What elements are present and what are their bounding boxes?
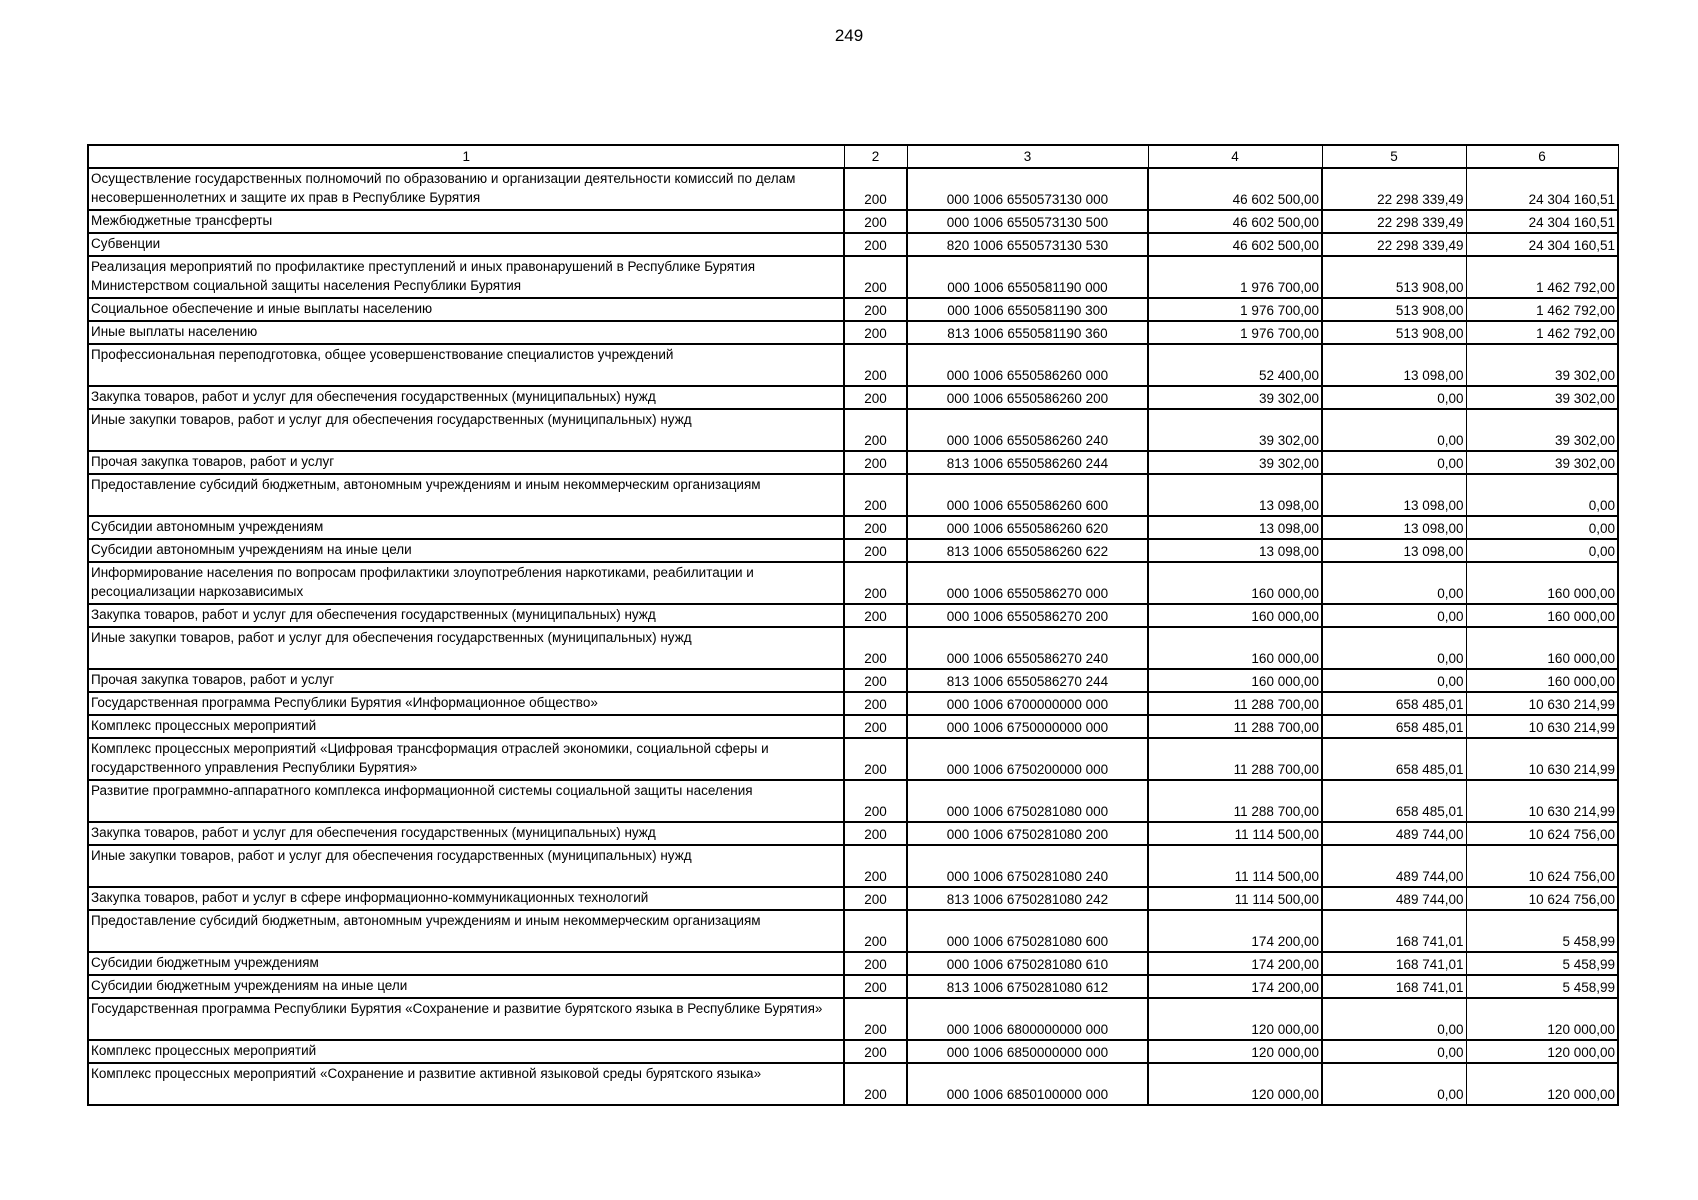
row-value-5-cell: 22 298 339,49 <box>1322 210 1466 233</box>
row-name-cell: Комплекс процессных мероприятий «Сохранение и развитие активной языковой среды бурятского языка» <box>88 1063 844 1105</box>
row-value-4-cell: 1 976 700,00 <box>1148 321 1322 344</box>
row-value-5-cell: 13 098,00 <box>1322 344 1466 386</box>
row-code-cell: 000 1006 6750281080 240 <box>907 845 1148 887</box>
row-name-cell: Развитие программно-аппаратного комплекса информационной системы социальной защиты населения <box>88 780 844 822</box>
row-name-cell: Комплекс процессных мероприятий <box>88 1040 844 1063</box>
row-code-cell: 000 1006 6550586260 200 <box>907 386 1148 409</box>
table-row <box>88 952 1618 975</box>
row-value-6-cell: 5 458,99 <box>1466 910 1618 952</box>
row-code-cell: 813 1006 6550586270 244 <box>907 669 1148 692</box>
table-row <box>88 298 1618 321</box>
page-number: 249 <box>834 26 864 45</box>
row-code-cell: 813 1006 6550586260 244 <box>907 451 1148 474</box>
row-code-cell: 000 1006 6700000000 000 <box>907 692 1148 715</box>
row-value-6-cell: 1 462 792,00 <box>1466 321 1618 344</box>
row-name-cell: Закупка товаров, работ и услуг для обеспечения государственных (муниципальных) нужд <box>88 604 844 627</box>
row-code-cell: 813 1006 6550581190 360 <box>907 321 1148 344</box>
row-col2-cell: 200 <box>844 409 907 451</box>
row-value-6-cell: 39 302,00 <box>1466 386 1618 409</box>
table-row <box>88 233 1618 256</box>
budget-table <box>87 144 1619 1106</box>
row-value-6-cell: 39 302,00 <box>1466 344 1618 386</box>
table-row <box>88 845 1618 887</box>
row-name-cell: Государственная программа Республики Бурятия «Сохранение и развитие бурятского языка в Республике Бурятия» <box>88 998 844 1040</box>
row-value-5-cell: 0,00 <box>1322 998 1466 1040</box>
row-value-4-cell: 11 288 700,00 <box>1148 738 1322 780</box>
table-row <box>88 887 1618 910</box>
row-value-4-cell: 1 976 700,00 <box>1148 256 1322 298</box>
row-value-4-cell: 46 602 500,00 <box>1148 210 1322 233</box>
row-name-cell: Профессиональная переподготовка, общее усовершенствование специалистов учреждений <box>88 344 844 386</box>
row-col2-cell: 200 <box>844 604 907 627</box>
row-col2-cell: 200 <box>844 627 907 669</box>
row-value-4-cell: 11 114 500,00 <box>1148 845 1322 887</box>
table-row <box>88 692 1618 715</box>
row-name-cell: Иные выплаты населению <box>88 321 844 344</box>
row-code-cell: 000 1006 6550573130 000 <box>907 168 1148 210</box>
row-value-4-cell: 160 000,00 <box>1148 627 1322 669</box>
row-col2-cell: 200 <box>844 998 907 1040</box>
column-header-3: 3 <box>907 145 1148 168</box>
row-code-cell: 813 1006 6550586260 622 <box>907 539 1148 562</box>
row-value-6-cell: 120 000,00 <box>1466 998 1618 1040</box>
row-value-5-cell: 513 908,00 <box>1322 298 1466 321</box>
row-code-cell: 000 1006 6850000000 000 <box>907 1040 1148 1063</box>
row-value-5-cell: 489 744,00 <box>1322 887 1466 910</box>
row-code-cell: 000 1006 6750281080 000 <box>907 780 1148 822</box>
table-row <box>88 386 1618 409</box>
row-value-6-cell: 5 458,99 <box>1466 952 1618 975</box>
row-col2-cell: 200 <box>844 1040 907 1063</box>
row-value-5-cell: 0,00 <box>1322 451 1466 474</box>
row-col2-cell: 200 <box>844 539 907 562</box>
row-value-4-cell: 174 200,00 <box>1148 910 1322 952</box>
table-body <box>88 168 1618 1105</box>
row-col2-cell: 200 <box>844 715 907 738</box>
row-col2-cell: 200 <box>844 516 907 539</box>
row-value-5-cell: 168 741,01 <box>1322 952 1466 975</box>
row-col2-cell: 200 <box>844 887 907 910</box>
row-value-6-cell: 0,00 <box>1466 474 1618 516</box>
row-value-5-cell: 658 485,01 <box>1322 715 1466 738</box>
row-value-4-cell: 46 602 500,00 <box>1148 168 1322 210</box>
table-row <box>88 321 1618 344</box>
row-value-5-cell: 658 485,01 <box>1322 692 1466 715</box>
table-row <box>88 604 1618 627</box>
row-value-6-cell: 160 000,00 <box>1466 604 1618 627</box>
row-code-cell: 820 1006 6550573130 530 <box>907 233 1148 256</box>
row-code-cell: 000 1006 6550581190 000 <box>907 256 1148 298</box>
row-value-5-cell: 0,00 <box>1322 604 1466 627</box>
row-col2-cell: 200 <box>844 780 907 822</box>
row-value-6-cell: 1 462 792,00 <box>1466 298 1618 321</box>
table-row <box>88 715 1618 738</box>
row-value-6-cell: 24 304 160,51 <box>1466 168 1618 210</box>
row-col2-cell: 200 <box>844 386 907 409</box>
row-code-cell: 000 1006 6750281080 610 <box>907 952 1148 975</box>
row-col2-cell: 200 <box>844 210 907 233</box>
table-row <box>88 975 1618 998</box>
row-value-5-cell: 13 098,00 <box>1322 539 1466 562</box>
row-value-6-cell: 160 000,00 <box>1466 562 1618 604</box>
row-col2-cell: 200 <box>844 451 907 474</box>
row-name-cell: Государственная программа Республики Бурятия «Информационное общество» <box>88 692 844 715</box>
column-header-2: 2 <box>844 145 907 168</box>
table-row <box>88 562 1618 604</box>
row-value-4-cell: 1 976 700,00 <box>1148 298 1322 321</box>
row-value-6-cell: 10 630 214,99 <box>1466 715 1618 738</box>
row-col2-cell: 200 <box>844 233 907 256</box>
row-value-5-cell: 13 098,00 <box>1322 474 1466 516</box>
row-value-6-cell: 120 000,00 <box>1466 1040 1618 1063</box>
row-value-5-cell: 0,00 <box>1322 627 1466 669</box>
row-name-cell: Субвенции <box>88 233 844 256</box>
row-col2-cell: 200 <box>844 692 907 715</box>
row-value-6-cell: 39 302,00 <box>1466 409 1618 451</box>
table-row <box>88 256 1618 298</box>
table-row <box>88 669 1618 692</box>
table-row <box>88 1040 1618 1063</box>
row-code-cell: 000 1006 6550586260 240 <box>907 409 1148 451</box>
row-col2-cell: 200 <box>844 738 907 780</box>
row-value-4-cell: 11 288 700,00 <box>1148 780 1322 822</box>
row-code-cell: 000 1006 6550573130 500 <box>907 210 1148 233</box>
table-row <box>88 168 1618 210</box>
row-name-cell: Субсидии автономным учреждениям <box>88 516 844 539</box>
row-value-5-cell: 0,00 <box>1322 1040 1466 1063</box>
row-value-5-cell: 0,00 <box>1322 386 1466 409</box>
row-value-4-cell: 160 000,00 <box>1148 669 1322 692</box>
row-name-cell: Реализация мероприятий по профилактике преступлений и иных правонарушений в Республике Бурятия Министерством социальной защиты населения Республики Бурятия <box>88 256 844 298</box>
table-row <box>88 210 1618 233</box>
table-row <box>88 451 1618 474</box>
row-value-6-cell: 5 458,99 <box>1466 975 1618 998</box>
row-code-cell: 000 1006 6550586270 200 <box>907 604 1148 627</box>
row-value-5-cell: 168 741,01 <box>1322 910 1466 952</box>
row-value-6-cell: 1 462 792,00 <box>1466 256 1618 298</box>
row-value-4-cell: 174 200,00 <box>1148 952 1322 975</box>
row-name-cell: Иные закупки товаров, работ и услуг для обеспечения государственных (муниципальных) нужд <box>88 627 844 669</box>
row-col2-cell: 200 <box>844 298 907 321</box>
row-col2-cell: 200 <box>844 822 907 845</box>
row-value-5-cell: 13 098,00 <box>1322 516 1466 539</box>
row-value-6-cell: 24 304 160,51 <box>1466 233 1618 256</box>
row-value-4-cell: 160 000,00 <box>1148 562 1322 604</box>
row-value-5-cell: 658 485,01 <box>1322 738 1466 780</box>
row-name-cell: Прочая закупка товаров, работ и услуг <box>88 451 844 474</box>
table-row <box>88 822 1618 845</box>
row-value-4-cell: 11 114 500,00 <box>1148 822 1322 845</box>
table-row <box>88 344 1618 386</box>
row-value-5-cell: 513 908,00 <box>1322 256 1466 298</box>
row-col2-cell: 200 <box>844 952 907 975</box>
row-value-6-cell: 10 624 756,00 <box>1466 887 1618 910</box>
row-value-4-cell: 39 302,00 <box>1148 409 1322 451</box>
row-col2-cell: 200 <box>844 975 907 998</box>
table-row <box>88 409 1618 451</box>
table-row <box>88 998 1618 1040</box>
row-value-4-cell: 46 602 500,00 <box>1148 233 1322 256</box>
row-value-5-cell: 489 744,00 <box>1322 845 1466 887</box>
table-row <box>88 910 1618 952</box>
row-col2-cell: 200 <box>844 168 907 210</box>
column-header-5: 5 <box>1322 145 1466 168</box>
row-value-6-cell: 120 000,00 <box>1466 1063 1618 1105</box>
table-row <box>88 539 1618 562</box>
row-name-cell: Осуществление государственных полномочий по образованию и организации деятельности комиссий по делам несовершеннолетних и защите их прав в Республике Бурятия <box>88 168 844 210</box>
row-value-4-cell: 120 000,00 <box>1148 1040 1322 1063</box>
row-value-4-cell: 11 288 700,00 <box>1148 715 1322 738</box>
row-name-cell: Социальное обеспечение и иные выплаты населению <box>88 298 844 321</box>
row-value-6-cell: 0,00 <box>1466 516 1618 539</box>
row-value-5-cell: 0,00 <box>1322 562 1466 604</box>
row-value-4-cell: 160 000,00 <box>1148 604 1322 627</box>
row-value-4-cell: 13 098,00 <box>1148 474 1322 516</box>
row-value-6-cell: 24 304 160,51 <box>1466 210 1618 233</box>
row-name-cell: Закупка товаров, работ и услуг для обеспечения государственных (муниципальных) нужд <box>88 386 844 409</box>
row-col2-cell: 200 <box>844 1063 907 1105</box>
row-value-5-cell: 22 298 339,49 <box>1322 168 1466 210</box>
row-value-4-cell: 120 000,00 <box>1148 1063 1322 1105</box>
row-value-6-cell: 10 630 214,99 <box>1466 738 1618 780</box>
row-value-6-cell: 10 624 756,00 <box>1466 822 1618 845</box>
row-value-5-cell: 658 485,01 <box>1322 780 1466 822</box>
row-name-cell: Предоставление субсидий бюджетным, автономным учреждениям и иным некоммерческим организациям <box>88 474 844 516</box>
row-value-6-cell: 160 000,00 <box>1466 669 1618 692</box>
row-value-5-cell: 0,00 <box>1322 669 1466 692</box>
row-name-cell: Субсидии автономным учреждениям на иные цели <box>88 539 844 562</box>
row-col2-cell: 200 <box>844 344 907 386</box>
table-row <box>88 780 1618 822</box>
row-name-cell: Прочая закупка товаров, работ и услуг <box>88 669 844 692</box>
row-value-6-cell: 39 302,00 <box>1466 451 1618 474</box>
row-code-cell: 000 1006 6750281080 600 <box>907 910 1148 952</box>
row-value-4-cell: 11 114 500,00 <box>1148 887 1322 910</box>
row-code-cell: 000 1006 6850100000 000 <box>907 1063 1148 1105</box>
row-code-cell: 000 1006 6550586270 240 <box>907 627 1148 669</box>
row-code-cell: 000 1006 6800000000 000 <box>907 998 1148 1040</box>
table-row <box>88 1063 1618 1105</box>
row-name-cell: Комплекс процессных мероприятий <box>88 715 844 738</box>
row-code-cell: 000 1006 6550586260 600 <box>907 474 1148 516</box>
row-code-cell: 000 1006 6750000000 000 <box>907 715 1148 738</box>
row-value-4-cell: 39 302,00 <box>1148 451 1322 474</box>
row-value-6-cell: 160 000,00 <box>1466 627 1618 669</box>
row-name-cell: Субсидии бюджетным учреждениям на иные цели <box>88 975 844 998</box>
column-header-6: 6 <box>1466 145 1618 168</box>
row-value-5-cell: 168 741,01 <box>1322 975 1466 998</box>
row-name-cell: Предоставление субсидий бюджетным, автономным учреждениям и иным некоммерческим организациям <box>88 910 844 952</box>
row-code-cell: 000 1006 6750281080 200 <box>907 822 1148 845</box>
row-name-cell: Межбюджетные трансферты <box>88 210 844 233</box>
row-value-4-cell: 13 098,00 <box>1148 539 1322 562</box>
row-value-4-cell: 52 400,00 <box>1148 344 1322 386</box>
row-value-4-cell: 120 000,00 <box>1148 998 1322 1040</box>
row-col2-cell: 200 <box>844 256 907 298</box>
table-row <box>88 627 1618 669</box>
row-code-cell: 000 1006 6750200000 000 <box>907 738 1148 780</box>
row-value-5-cell: 513 908,00 <box>1322 321 1466 344</box>
table-header-row <box>88 145 1618 168</box>
table-row <box>88 474 1618 516</box>
row-name-cell: Информирование населения по вопросам профилактики злоупотребления наркотиками, реабилитации и ресоциализации наркозависимых <box>88 562 844 604</box>
row-value-6-cell: 10 630 214,99 <box>1466 780 1618 822</box>
row-value-6-cell: 0,00 <box>1466 539 1618 562</box>
row-value-4-cell: 39 302,00 <box>1148 386 1322 409</box>
column-header-1: 1 <box>88 145 844 168</box>
row-value-6-cell: 10 624 756,00 <box>1466 845 1618 887</box>
row-name-cell: Иные закупки товаров, работ и услуг для обеспечения государственных (муниципальных) нужд <box>88 409 844 451</box>
table-row <box>88 738 1618 780</box>
row-value-5-cell: 489 744,00 <box>1322 822 1466 845</box>
row-code-cell: 000 1006 6550586270 000 <box>907 562 1148 604</box>
row-code-cell: 813 1006 6750281080 242 <box>907 887 1148 910</box>
row-col2-cell: 200 <box>844 669 907 692</box>
table-row <box>88 516 1618 539</box>
row-value-5-cell: 22 298 339,49 <box>1322 233 1466 256</box>
row-name-cell: Закупка товаров, работ и услуг в сфере информационно-коммуникационных технологий <box>88 887 844 910</box>
row-value-4-cell: 13 098,00 <box>1148 516 1322 539</box>
row-col2-cell: 200 <box>844 910 907 952</box>
row-value-5-cell: 0,00 <box>1322 409 1466 451</box>
row-code-cell: 000 1006 6550581190 300 <box>907 298 1148 321</box>
row-value-4-cell: 11 288 700,00 <box>1148 692 1322 715</box>
row-value-4-cell: 174 200,00 <box>1148 975 1322 998</box>
column-header-4: 4 <box>1148 145 1322 168</box>
row-name-cell: Комплекс процессных мероприятий «Цифровая трансформация отраслей экономики, социальной сферы и государственного управления Республики Бурятия» <box>88 738 844 780</box>
row-code-cell: 000 1006 6550586260 000 <box>907 344 1148 386</box>
row-col2-cell: 200 <box>844 562 907 604</box>
row-code-cell: 000 1006 6550586260 620 <box>907 516 1148 539</box>
row-col2-cell: 200 <box>844 321 907 344</box>
row-col2-cell: 200 <box>844 845 907 887</box>
row-name-cell: Иные закупки товаров, работ и услуг для обеспечения государственных (муниципальных) нужд <box>88 845 844 887</box>
row-value-6-cell: 10 630 214,99 <box>1466 692 1618 715</box>
row-col2-cell: 200 <box>844 474 907 516</box>
row-name-cell: Субсидии бюджетным учреждениям <box>88 952 844 975</box>
row-code-cell: 813 1006 6750281080 612 <box>907 975 1148 998</box>
row-value-5-cell: 0,00 <box>1322 1063 1466 1105</box>
row-name-cell: Закупка товаров, работ и услуг для обеспечения государственных (муниципальных) нужд <box>88 822 844 845</box>
